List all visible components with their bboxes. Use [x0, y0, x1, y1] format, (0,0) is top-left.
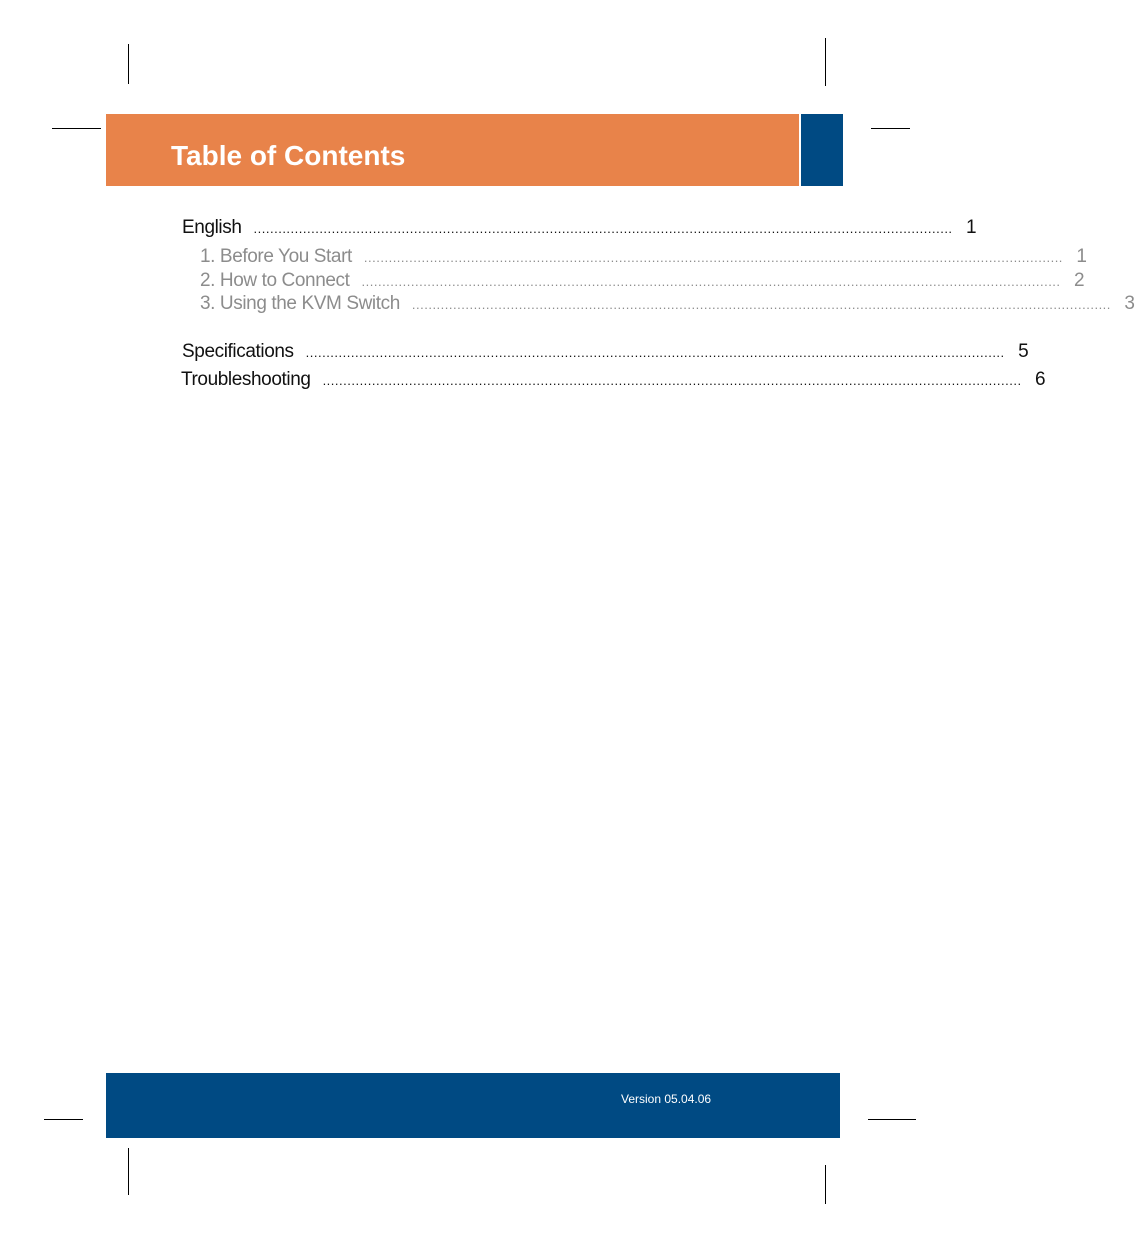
toc-entry-label: 3. Using the KVM Switch: [200, 293, 400, 314]
toc-entry-using-kvm-switch: [200, 292, 1135, 316]
toc-entry-label: Specifications: [182, 341, 294, 362]
toc-entry-page: 2: [1073, 270, 1085, 291]
toc-entry-specifications: [182, 340, 1029, 364]
toc-entry-label: 1. Before You Start: [200, 246, 352, 267]
toc-entry-page: 1: [1076, 246, 1087, 267]
toc-entry-page: 3: [1124, 293, 1135, 314]
dot-leader: ..........................................................................................................................................................................: [253, 221, 953, 236]
toc-entry-before-you-start: [200, 245, 1087, 269]
crop-mark-left-lower: [44, 1119, 83, 1120]
toc-entry-english: [182, 216, 977, 240]
crop-mark-bottom-right: [825, 1165, 826, 1204]
dot-leader: ..........................................................................................................................................................................: [363, 250, 1063, 265]
toc-entry-label: English: [182, 217, 242, 238]
toc-entry-how-to-connect: [200, 269, 1085, 293]
crop-mark-right-lower: [868, 1119, 916, 1120]
dot-leader: ..........................................................................................................................................................................: [322, 373, 1022, 388]
toc-entry-troubleshooting: [181, 368, 1046, 392]
toc-entry-page: 5: [1018, 341, 1029, 362]
table-of-contents: [0, 0, 1135, 420]
crop-mark-bottom-left: [128, 1148, 129, 1195]
toc-entry-page: 1: [965, 217, 977, 238]
footer-bar: [106, 1073, 840, 1138]
dot-leader: ..........................................................................................................................................................................: [361, 274, 1061, 289]
toc-entry-page: 6: [1035, 369, 1046, 390]
version-label: Version 05.04.06: [621, 1092, 712, 1106]
toc-entry-label: 2. How to Connect: [200, 270, 350, 291]
dot-leader: ..........................................................................................................................................................................: [305, 345, 1005, 360]
page-title: Table of Contents: [171, 140, 406, 171]
toc-entry-label: Troubleshooting: [181, 369, 311, 390]
dot-leader: ..........................................................................................................................................................................: [411, 297, 1111, 312]
